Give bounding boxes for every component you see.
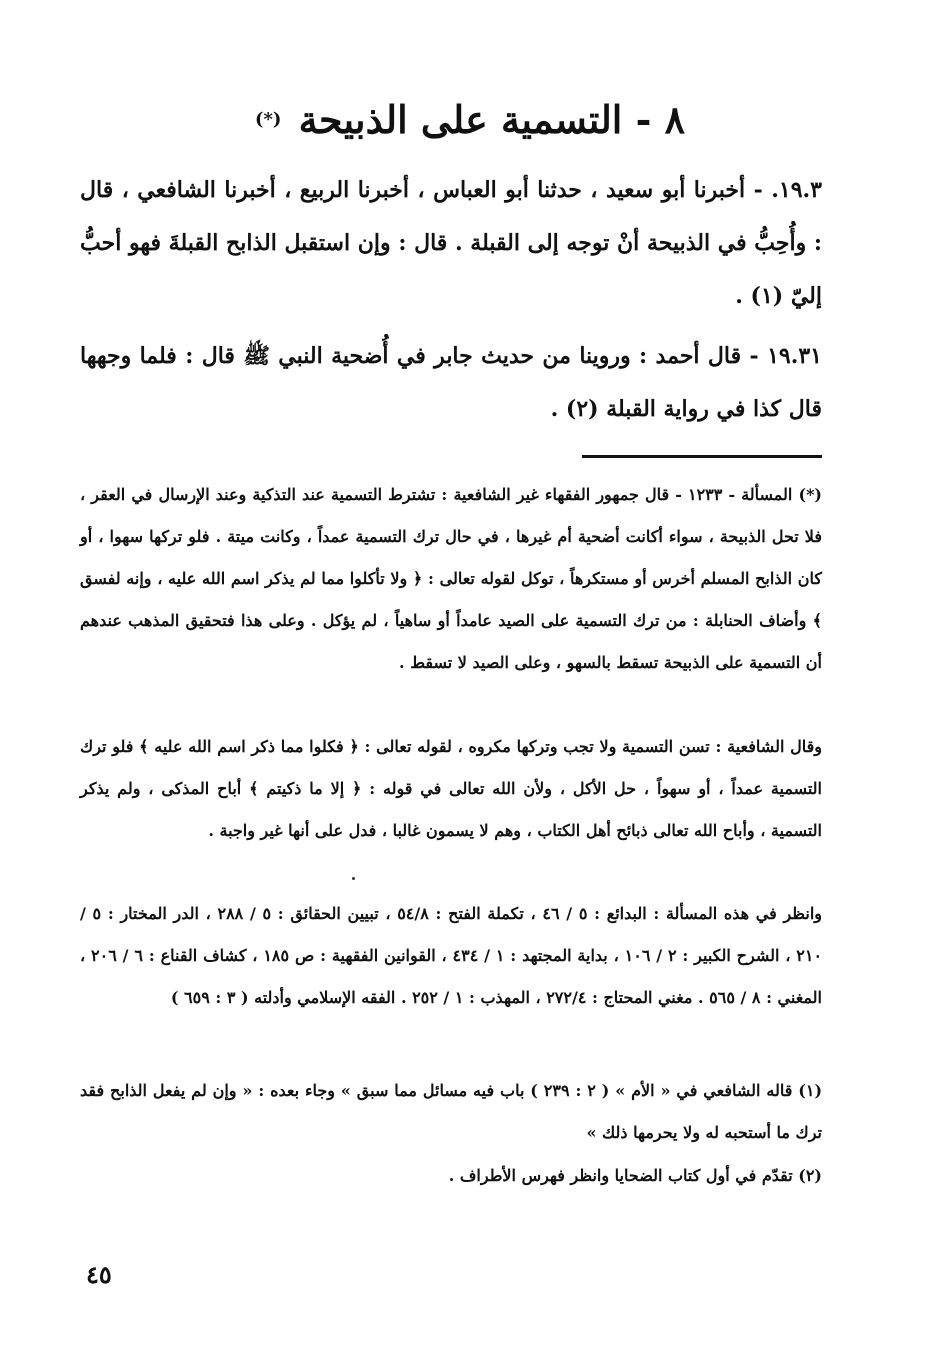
note-mas-ala-1233: (*) المسألة - ١٢٣٣ - قال جمهور الفقهاء غير الشافعية : تشترط التسمية عند التذكية وعند الإرسال في العقر ، فلا تحل الذبيحة ، سواء أكانت أضحية أم غيرها ، في حال ترك التسمية عمداً ، وكانت ميتة . فلو تركها سهوا ، أو كان الذابح المسلم أخرس أو مستكرهاً ، توكل لقوله تعالى : ﴿ ولا تأكلوا مما لم يذكر اسم الله عليه ، وإنه لفسق ﴾ وأضاف الحنابلة : من ترك التسمية على الصيد عامداً أو ساهياً ، لم يؤكل . وعلى هذا فتحقيق المذهب عندهم أن التسمية على الذبيحة تسقط بالسهو ، وعلى الصيد لا تسقط . xyxy=(80,485,823,672)
note-shafiiyya: وقال الشافعية : تسن التسمية ولا تجب وتركها مكروه ، لقوله تعالى : ﴿ فكلوا مما ذكر اسم الله عليه ﴾ فلو ترك التسمية عمداً ، أو سهواً ، حل الأكل ، ولأن الله تعالى في قوله : ﴿ إلا ما ذكيتم ﴾ أباح المذكى ، ولم يذكر التسمية ، وأباح الله تعالى ذبائح أهل الكتاب ، وهم لا يسمون غالبا ، فدل على أنها غير واجبة . xyxy=(80,737,822,840)
page-number: ٤٥ xyxy=(86,1260,112,1289)
note-references: وانظر في هذه المسألة : البدائع : ٥ / ٤٦ ، تكملة الفتح : ٥٤/٨ ، تبيين الحقائق : ٥ / ٢٨٨ ، الدر المختار : ٥ / ٢١٠ ، الشرح الكبير : ٢ / ١٠٦ ، بداية المجتهد : ١ / ٤٣٤ ، القوانين الفقهية : ص ١٨٥ ، كشاف القناع : ٦ / ٢٠٦ ، المغني : ٨ / ٥٦٥ . مغني المحتاج : ٢٧٢/٤ ، المهذب : ١ / ٢٥٢ . الفقه الإسلامي وأدلته ( ٣ : ٦٥٩ ) xyxy=(80,904,823,1007)
footnote-2: (٢) تقدّم في أول كتاب الضحايا وانظر فهرس الأطراف . xyxy=(448,1166,822,1185)
title-footnote-mark: (*) xyxy=(254,109,282,130)
footnote-separator-rule xyxy=(582,455,822,458)
footnote-1: (١) قاله الشافعي في « الأم » ( ٢ : ٢٣٩ ) باب فيه مسائل مما سبق » وجاء بعده : « وإن لم يفعل الذابح فقد ترك ما أستحبه له ولا يحرمها ذلك » xyxy=(80,1081,823,1142)
page-title xyxy=(180,92,760,148)
paragraph-19030: ١٩.٣. - أخبرنا أبو سعيد ، حدثنا أبو العباس ، أخبرنا الربيع ، أخبرنا الشافعي ، قال : وأُحِبُّ في الذبيحة أنْ توجه إلى القبلة . قال : وإن استقبل الذابح القبلةَ فهو أحبُّ إليّ (١) . xyxy=(80,177,822,309)
paragraph-19031: ١٩.٣١ - قال أحمد : وروينا من حديث جابر في أُضحية النبي ﷺ قال : فلما وجهها قال كذا في رواية القبلة (٢) . xyxy=(80,343,822,422)
scan-speck xyxy=(352,877,355,880)
title-text: ٨ - التسمية على الذبيحة xyxy=(298,97,686,142)
